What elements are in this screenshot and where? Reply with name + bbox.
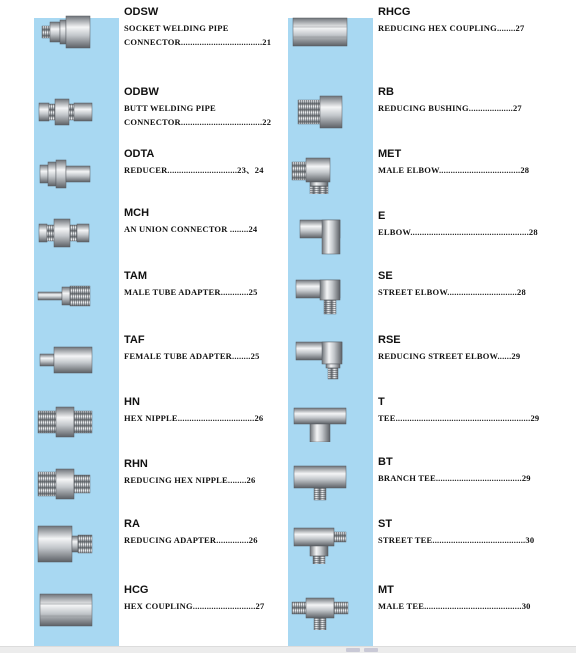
item-description-line: MALE TEE..........................................30 bbox=[378, 601, 531, 611]
item-code: SE bbox=[378, 270, 393, 282]
catalog-item-t[interactable] bbox=[288, 396, 538, 454]
catalog-item-odbw[interactable] bbox=[34, 86, 284, 144]
item-description bbox=[378, 349, 528, 363]
item-description bbox=[378, 471, 531, 485]
item-description bbox=[378, 101, 528, 115]
catalog-item-ra[interactable] bbox=[34, 518, 284, 576]
item-description-line: AN UNION CONNECTOR ........24 bbox=[124, 224, 258, 234]
item-description-line: CONNECTOR...................................21 bbox=[124, 37, 272, 47]
branch-tee-icon bbox=[290, 462, 350, 502]
catalog-item-bt[interactable] bbox=[288, 456, 538, 514]
reducer-icon bbox=[36, 154, 96, 194]
elbow-icon bbox=[290, 216, 350, 256]
item-code: RHCG bbox=[378, 6, 411, 18]
catalog-item-e[interactable] bbox=[288, 210, 538, 268]
catalog-item-rhn[interactable] bbox=[34, 458, 284, 516]
catalog-item-odta[interactable] bbox=[34, 148, 284, 206]
item-code: BT bbox=[378, 456, 393, 468]
catalog-item-hcg[interactable] bbox=[34, 584, 284, 642]
item-code: T bbox=[378, 396, 385, 408]
item-code: RHN bbox=[124, 458, 148, 470]
catalog-item-taf[interactable] bbox=[34, 334, 284, 392]
item-description bbox=[124, 533, 274, 547]
female-tube-adapter-icon bbox=[36, 340, 96, 380]
item-description bbox=[124, 285, 274, 299]
reducing-hex-nipple-icon bbox=[36, 464, 96, 504]
item-description-line: ELBOW...................................................28 bbox=[378, 227, 538, 237]
item-description-line: STREET ELBOW..............................28 bbox=[378, 287, 526, 297]
item-description-line: HEX COUPLING...........................27 bbox=[124, 601, 265, 611]
item-description-line: BRANCH TEE.....................................29 bbox=[378, 473, 531, 483]
item-description bbox=[124, 222, 274, 236]
catalog-item-mch[interactable] bbox=[34, 207, 284, 265]
reducing-adapter-icon bbox=[36, 524, 96, 564]
item-code: E bbox=[378, 210, 386, 222]
item-description bbox=[378, 163, 528, 177]
item-description bbox=[378, 599, 531, 613]
reducing-hex-coupling-icon bbox=[290, 12, 350, 52]
item-description bbox=[124, 473, 274, 487]
item-description bbox=[378, 411, 540, 425]
item-code: RA bbox=[124, 518, 140, 530]
item-code: HN bbox=[124, 396, 140, 408]
tee-icon bbox=[290, 402, 350, 442]
socket-weld-connector-icon bbox=[36, 12, 96, 52]
item-description bbox=[378, 533, 535, 547]
item-code: MET bbox=[378, 148, 402, 160]
union-connector-icon bbox=[36, 213, 96, 253]
item-description-line: REDUCER..............................23、24 bbox=[124, 165, 264, 175]
street-tee-icon bbox=[290, 524, 350, 564]
item-description bbox=[378, 225, 538, 239]
item-code: ODTA bbox=[124, 148, 155, 160]
item-description-line: CONNECTOR...................................22 bbox=[124, 117, 272, 127]
item-code: ODSW bbox=[124, 6, 159, 18]
catalog-item-tam[interactable] bbox=[34, 270, 284, 328]
item-code: HCG bbox=[124, 584, 149, 596]
item-code: TAM bbox=[124, 270, 148, 282]
catalog-item-hn[interactable] bbox=[34, 396, 284, 454]
item-description-line: SOCKET WELDING PIPE bbox=[124, 23, 229, 33]
item-code: MCH bbox=[124, 207, 150, 219]
hex-coupling-icon bbox=[36, 590, 96, 630]
reducing-street-elbow-icon bbox=[290, 340, 350, 380]
item-description-line: HEX NIPPLE.................................26 bbox=[124, 413, 264, 423]
item-description bbox=[124, 599, 274, 613]
item-description-line: FEMALE TUBE ADAPTER........25 bbox=[124, 351, 260, 361]
item-description bbox=[124, 411, 274, 425]
item-description-line: MALE ELBOW...................................28 bbox=[378, 165, 530, 175]
hex-nipple-icon bbox=[36, 402, 96, 442]
item-description bbox=[124, 101, 274, 129]
item-description-line: BUTT WELDING PIPE bbox=[124, 103, 216, 113]
item-description-line: STREET TEE........................................30 bbox=[378, 535, 535, 545]
item-code: ST bbox=[378, 518, 393, 530]
item-description-line: MALE TUBE ADAPTER............25 bbox=[124, 287, 258, 297]
reducing-bushing-icon bbox=[290, 92, 350, 132]
item-code: RSE bbox=[378, 334, 401, 346]
item-description bbox=[124, 349, 274, 363]
catalog-item-rse[interactable] bbox=[288, 334, 538, 392]
catalog-item-rhcg[interactable] bbox=[288, 6, 538, 64]
catalog-item-rb[interactable] bbox=[288, 86, 538, 144]
butt-weld-connector-icon bbox=[36, 92, 96, 132]
item-code: RB bbox=[378, 86, 394, 98]
male-tube-adapter-icon bbox=[36, 276, 96, 316]
item-code: TAF bbox=[124, 334, 145, 346]
item-code: MT bbox=[378, 584, 394, 596]
item-description bbox=[378, 285, 528, 299]
item-description bbox=[378, 21, 528, 35]
item-description-line: REDUCING HEX NIPPLE........26 bbox=[124, 475, 256, 485]
item-description bbox=[124, 21, 274, 49]
item-description-line: REDUCING HEX COUPLING........27 bbox=[378, 23, 525, 33]
page-nav-button[interactable] bbox=[346, 648, 360, 652]
item-code: ODBW bbox=[124, 86, 159, 98]
item-description bbox=[124, 163, 274, 177]
catalog-item-st[interactable] bbox=[288, 518, 538, 576]
item-description-line: REDUCING BUSHING...................27 bbox=[378, 103, 522, 113]
catalog-item-met[interactable] bbox=[288, 148, 538, 206]
item-description-line: REDUCING STREET ELBOW......29 bbox=[378, 351, 521, 361]
street-elbow-icon bbox=[290, 276, 350, 316]
item-description-line: REDUCING ADAPTER..............26 bbox=[124, 535, 258, 545]
catalog-item-mt[interactable] bbox=[288, 584, 538, 642]
male-tee-icon bbox=[290, 590, 350, 630]
catalog-item-odsw[interactable] bbox=[34, 6, 284, 64]
item-description-line: TEE..........................................................29 bbox=[378, 413, 540, 423]
catalog-item-se[interactable] bbox=[288, 270, 538, 328]
page-nav-button[interactable] bbox=[364, 648, 378, 652]
male-elbow-icon bbox=[290, 154, 350, 194]
